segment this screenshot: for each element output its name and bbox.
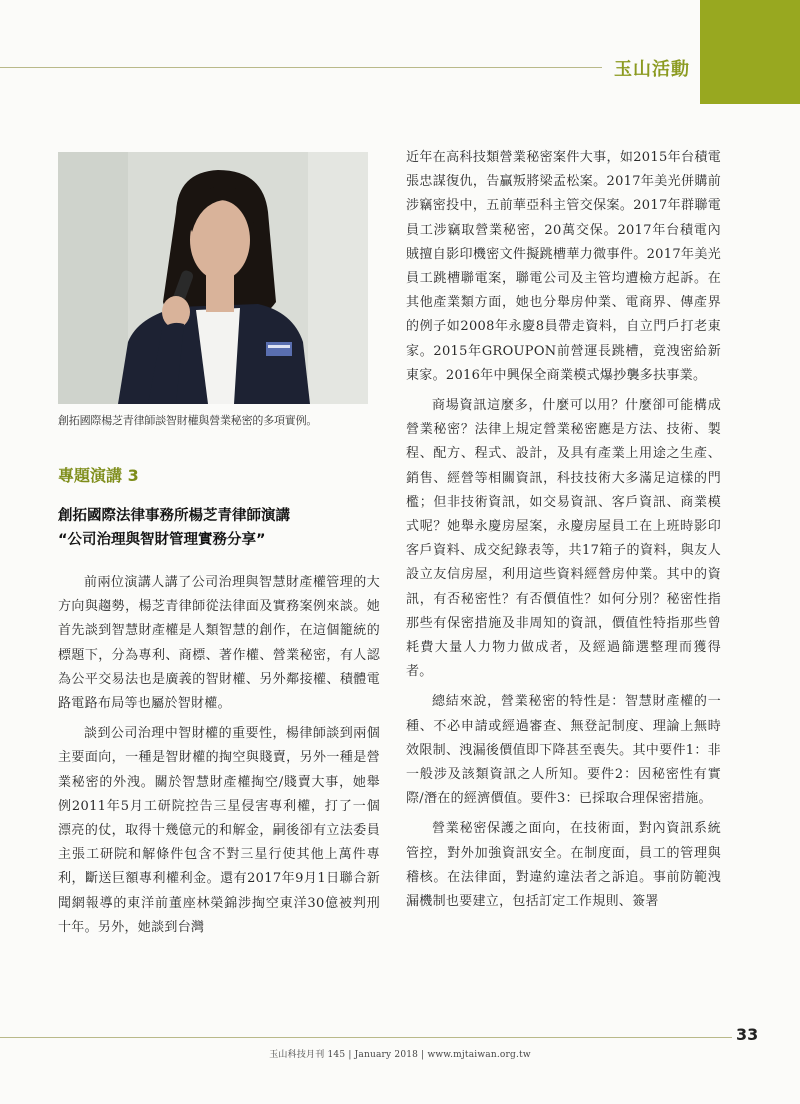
page-number: 33 [736,1025,759,1044]
footer-rule [0,1037,732,1038]
right-column-text [406,146,721,914]
article-heading-line2: “公司治理與智財管理實務分享” [58,532,266,548]
paragraph: 營業秘密保護之面向，在技術面，對內資訊系統管控，對外加強資訊安全。在制度面，員工的管理與稽核。在法律面，對違約違法者之訴追。事前防範洩漏機制也要建立，包括訂定工作規則、簽署 [406,821,721,910]
photo-caption: 創拓國際楊芝青律師談智財權與營業秘密的多項實例。 [58,414,318,427]
article-heading-line1: 創拓國際法律事務所楊芝青律師演講 [58,508,290,524]
paragraph: 談到公司治理中智財權的重要性，楊律師談到兩個主要面向，一種是智財權的掏空與賤賣，另外一種是營業秘密的外洩。關於智慧財產權掏空/賤賣大事，她舉例2011年5月工研院控告三星侵害專利權，打了一個漂亮的仗，取得十幾億元的和解金，嗣後卻有立法委員主張工研院和解條件包含不對三星行使其他上萬件專利，斷送巨額專利權利金。還有2017年9月1日聯合新聞網報導的東洋前董座林榮錦涉掏空東洋30億被判刑十年。另外，她談到台灣 [58,726,380,935]
section-label: 專題演講 3 [58,466,139,485]
section-title: 玉山活動 [614,59,690,80]
paragraph: 前兩位演講人講了公司治理與智慧財產權管理的大方向與趨勢，楊芝青律師從法律面及實務案例來談。她首先談到智慧財產權是人類智慧的創作，在這個籠統的標題下，分為專利、商標、著作權、營業秘密，有人認為公平交易法也是廣義的智財權、另外鄰接權、積體電路電路布局等也屬於智財權。 [58,575,380,712]
publication-footer: 玉山科技月刊 145 | January 2018 | www.mjtaiwan.org.tw [269,1050,531,1060]
paragraph: 近年在高科技類營業秘密案件大事，如2015年台積電張忠謀復仇，告贏叛將梁孟松案。2017年美光併購前涉竊密投中，五前華亞科主管交保案。2017年群聯電員工涉竊取營業秘密，20萬交保。2017年台積電內賊擅自影印機密文件擬跳槽華力微事件。2017年美光員工跳槽聯電案，聯電公司及主管均遭檢方起訴。在其他產業類方面，她也分舉房仲業、電商界、傳產界的例子如2008年永慶8員帶走資料，自立門戶打老東家。2015年GROUPON前營運長跳槽，竟洩密給新東家。2016年中興保全商業模式爆抄襲多扶事業。 [406,150,721,383]
header-color-block [700,0,800,104]
header-rule [0,67,602,68]
speaker-photo [58,152,368,404]
paragraph: 總結來說，營業秘密的特性是：智慧財產權的一種、不必申請或經過審查、無登記制度、理論上無時效限制、洩漏後價值即下降甚至喪失。其中要件1：非一般涉及該類資訊之人所知。要件2：因秘密性有實際/潛在的經濟價值。要件3：已採取合理保密措施。 [406,694,721,807]
left-column-text [58,571,380,940]
speaker-photo-illustration [58,152,368,404]
paragraph: 商場資訊這麼多，什麼可以用？什麼卻可能構成營業秘密？法律上規定營業秘密應是方法、技術、製程、配方、程式、設計，及具有產業上用途之生產、銷售、經營等相關資訊，科技技術大多滿足這樣的門檻；但非技術資訊，如交易資訊、客戶資訊、商業模式呢？她舉永慶房屋案，永慶房屋員工在上班時影印客戶資料、成交紀錄表等，共17箱子的資料，與友人設立友信房屋，利用這些資料經營房仲業。其中的資訊，有否秘密性？有否價值性？如何分別？秘密性指那些有保密措施及非周知的資訊，價值性特指那些曾耗費大量人力物力做成者，及經過篩選整理而獲得者。 [406,398,721,680]
